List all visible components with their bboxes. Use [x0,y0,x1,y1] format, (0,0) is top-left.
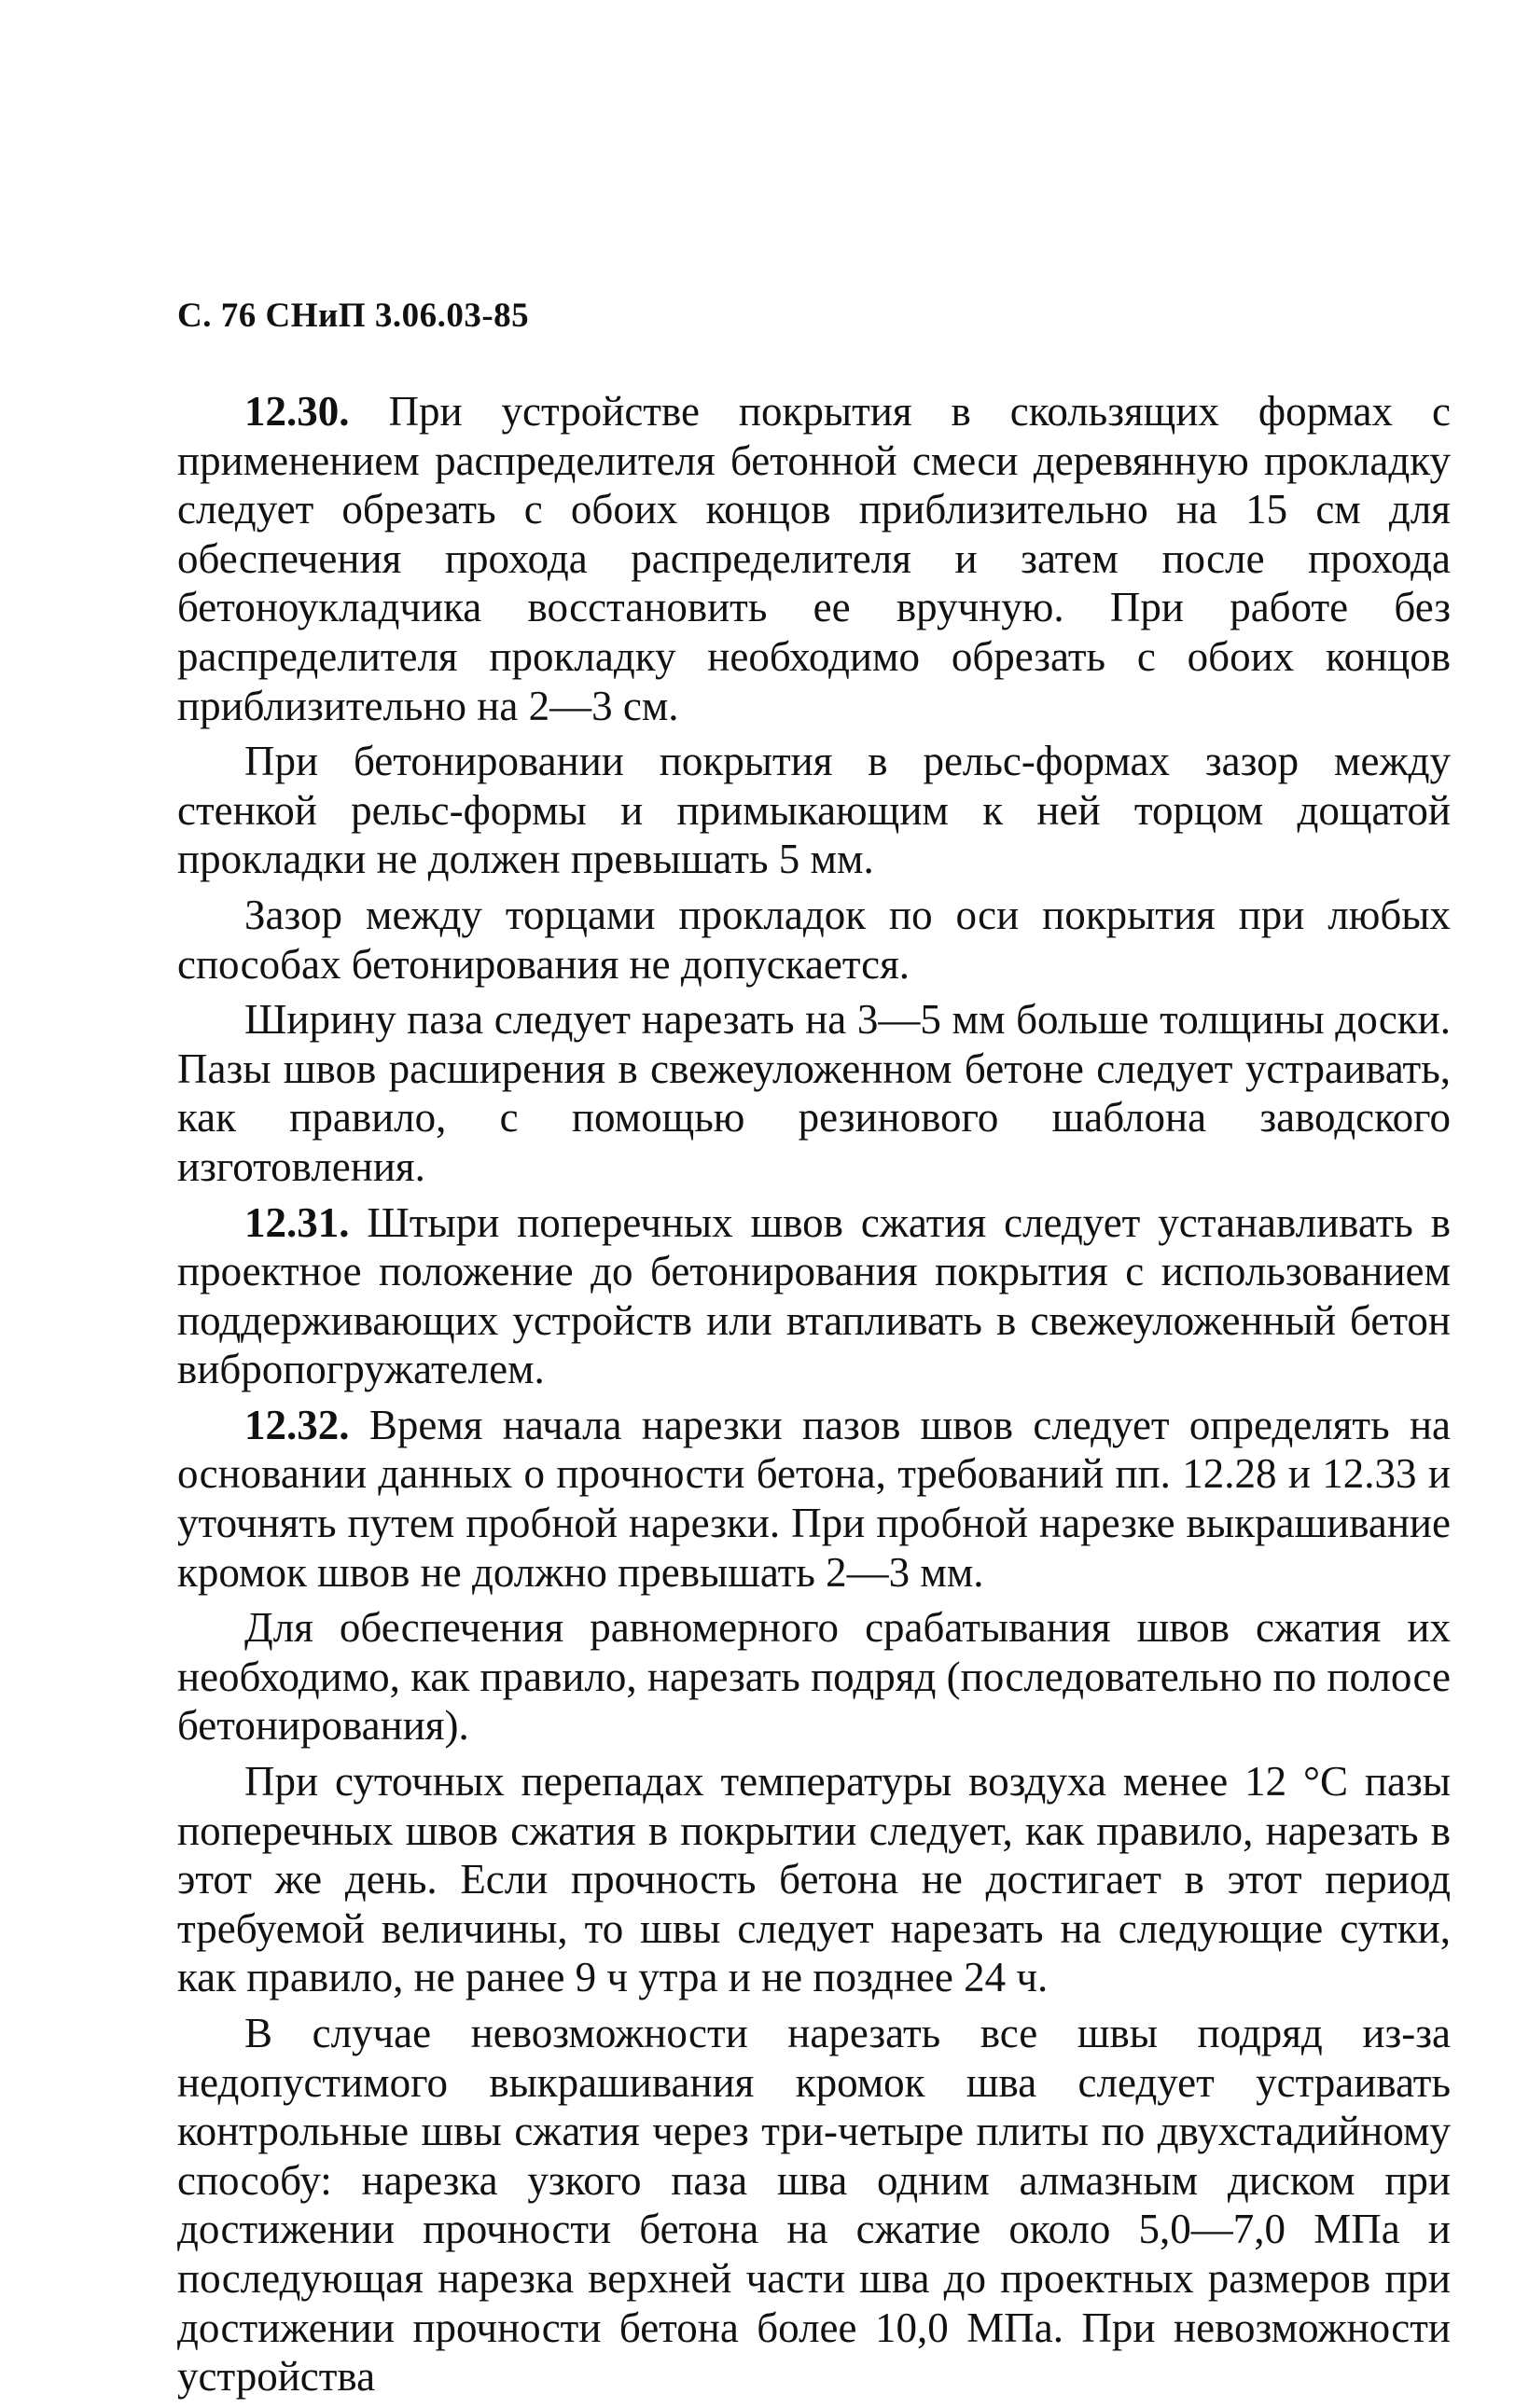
paragraph-number: 12.32. [244,1401,350,1448]
paragraph-text: При суточных перепадах температуры воздуха менее 12 °С пазы поперечных швов сжатия в покрытии следует, как правило, нарезать в этот же день. Если прочность бетона не достигает в этот период требуемой величины, то швы следует нарезать на следующие сутки, как правило, не ранее 9 ч утра и не позднее 24 ч. [177,1758,1451,2001]
paragraph [177,737,1451,884]
document-page [177,298,1451,2408]
paragraph-number: 12.31. [244,1198,350,1246]
paragraph-text: В случае невозможности нарезать все швы подряд из-за недопустимого выкрашивания кромок шва следует устраивать контрольные швы сжатия через три-четыре плиты по двухстадийному способу: нарезка узкого паза шва одним алмазным диском при достижении прочности бетона на сжатие около 5,0—7,0 МПа и последующая нарезка верхней части шва до проектных размеров при достижении прочности бетона более 10,0 МПа. При невозможности устройства [177,2010,1451,2401]
paragraph-text: Ширину паза следует нарезать на 3—5 мм больше толщины доски. Пазы швов расширения в свежеуложенном бетоне следует устраивать, как правило, с помощью резинового шаблона заводского изготовления. [177,996,1451,1190]
paragraph [177,995,1451,1191]
paragraph-text: Штыри поперечных швов сжатия следует устанавливать в проектное положение до бетонирования покрытия с использованием поддерживающих устройств или втапливать в свежеуложенный бетон вибропогружателем. [177,1198,1451,1393]
paragraph-text: При устройстве покрытия в скользящих формах с применением распределителя бетонной смеси деревянную прокладку следует обрезать с обоих концов приблизительно на 15 см для обеспечения прохода распределителя и затем после прохода бетоноукладчика восстановить ее вручную. При работе без распределителя прокладку необходимо обрезать с обоих концов приблизительно на 2—3 см. [177,388,1451,729]
paragraph-text: При бетонировании покрытия в рельс-формах зазор между стенкой рельс-формы и примыкающим к ней торцом дощатой прокладки не должен превышать 5 мм. [177,738,1451,883]
paragraph-number: 12.30. [244,388,350,435]
paragraph [177,891,1451,989]
paragraph-text: Для обеспечения равномерного срабатывания швов сжатия их необходимо, как правило, нарезать подряд (последовательно по полосе бетонирования). [177,1604,1451,1750]
paragraph [177,1757,1451,2002]
paragraph [177,2009,1451,2401]
paragraph [177,1603,1451,1751]
page-header: С. 76 СНиП 3.06.03-85 [177,297,530,335]
paragraph-12-30 [177,387,1451,730]
paragraph-12-31 [177,1198,1451,1394]
paragraph-12-32 [177,1401,1451,1597]
paragraph-text: Время начала нарезки пазов швов следует определять на основании данных о прочности бетона, требований пп. 12.28 и 12.33 и уточнять путем пробной нарезки. При пробной нарезке выкрашивание кромок швов не должно превышать 2—3 мм. [177,1401,1451,1596]
paragraph-text: Зазор между торцами прокладок по оси покрытия при любых способах бетонирования не допускается. [177,891,1451,988]
